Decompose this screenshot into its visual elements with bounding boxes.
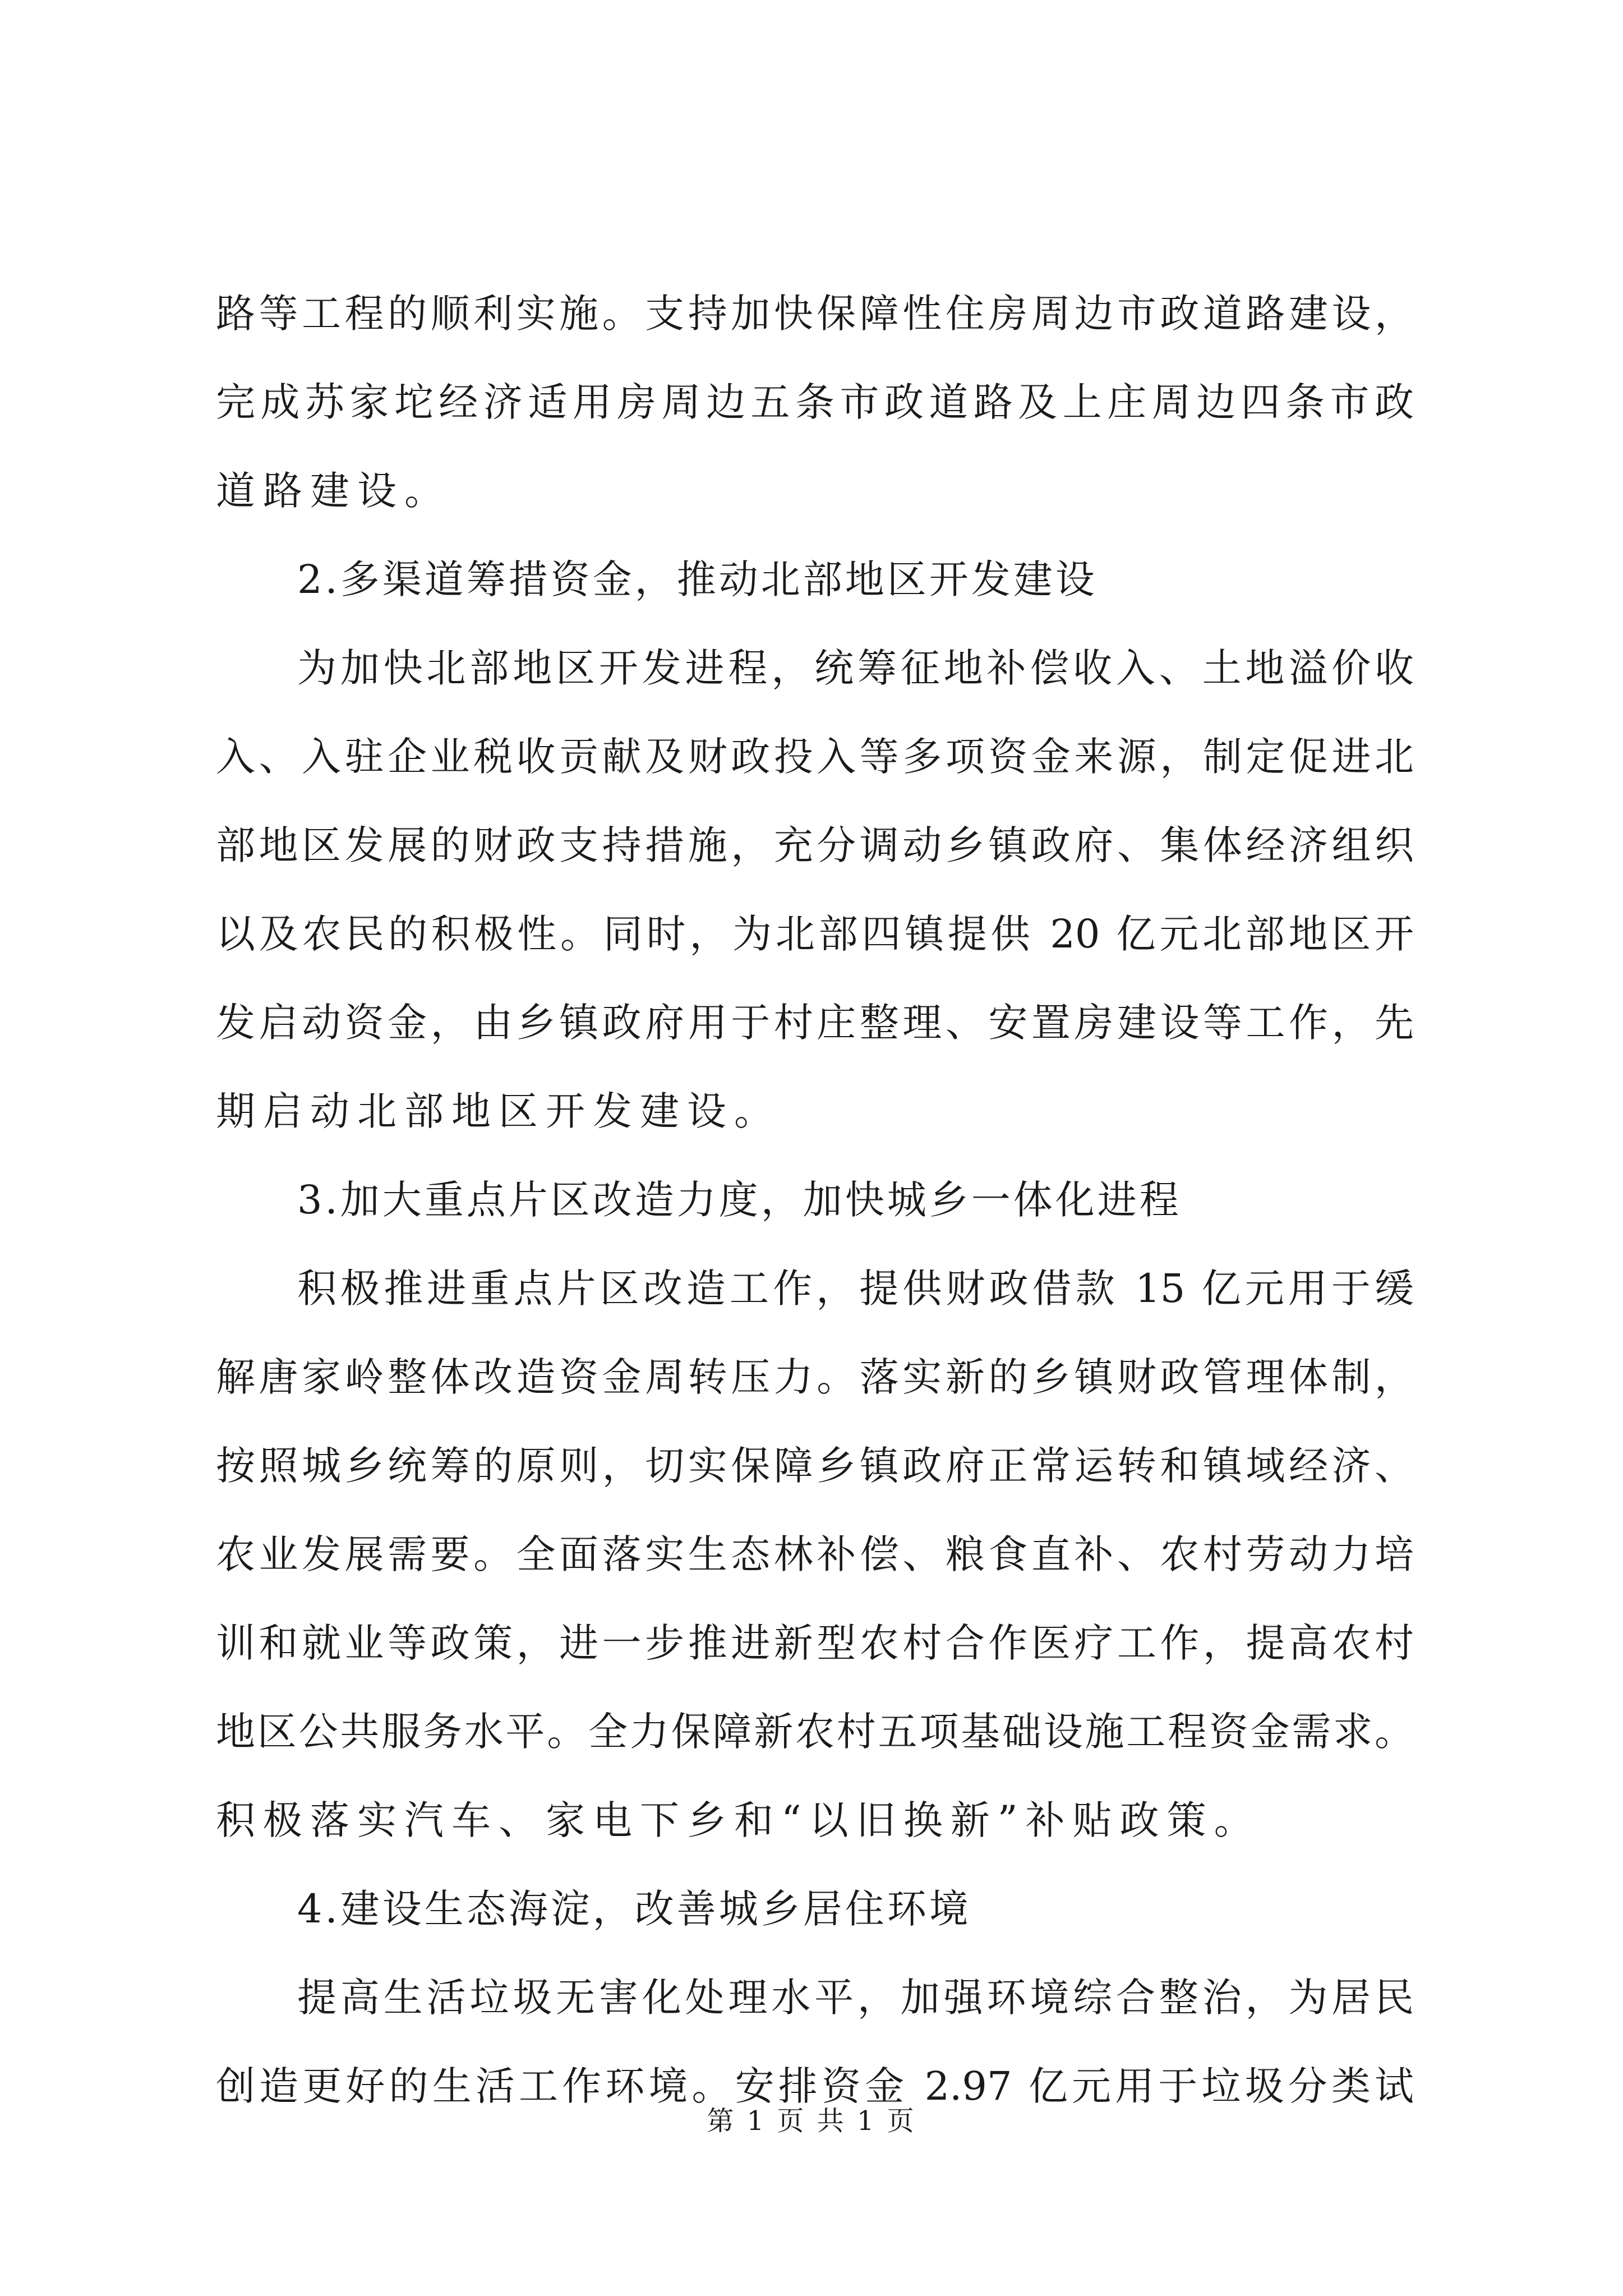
paragraph-line: 完成苏家坨经济适用房周边五条市政道路及上庄周边四条市政: [216, 379, 1414, 425]
paragraph-line: 部地区发展的财政支持措施，充分调动乡镇政府、集体经济组织: [216, 822, 1414, 868]
paragraph-line: 积极推进重点片区改造工作，提供财政借款 15 亿元用于缓: [297, 1266, 1414, 1312]
page-footer: 第 1 页 共 1 页: [707, 2105, 916, 2137]
paragraph-line: 道路建设。: [216, 468, 451, 514]
section-heading: 3.加大重点片区改造力度，加快城乡一体化进程: [297, 1177, 1182, 1223]
paragraph-line: 为加快北部地区开发进程，统筹征地补偿收入、土地溢价收: [297, 645, 1414, 691]
section-heading: 2.多渠道筹措资金，推动北部地区开发建设: [297, 556, 1098, 602]
paragraph-line: 路等工程的顺利实施。支持加快保障性住房周边市政道路建设，: [216, 291, 1414, 337]
paragraph-line: 入、入驻企业税收贡献及财政投入等多项资金来源，制定促进北: [216, 734, 1414, 780]
section-heading: 4.建设生态海淀，改善城乡居住环境: [297, 1886, 971, 1932]
paragraph-line: 发启动资金，由乡镇政府用于村庄整理、安置房建设等工作，先: [216, 1000, 1414, 1046]
paragraph-line: 训和就业等政策，进一步推进新型农村合作医疗工作，提高农村: [216, 1620, 1414, 1666]
paragraph-line: 解唐家岭整体改造资金周转压力。落实新的乡镇财政管理体制，: [216, 1354, 1414, 1400]
paragraph-line: 以及农民的积极性。同时，为北部四镇提供 20 亿元北部地区开: [216, 911, 1414, 957]
paragraph-line: 按照城乡统筹的原则，切实保障乡镇政府正常运转和镇域经济、: [216, 1443, 1414, 1489]
paragraph-line: 提高生活垃圾无害化处理水平，加强环境综合整治，为居民: [297, 1975, 1414, 2021]
paragraph-line: 期启动北部地区开发建设。: [216, 1088, 781, 1134]
paragraph-line: 创造更好的生活工作环境。安排资金 2.97 亿元用于垃圾分类试: [216, 2063, 1414, 2109]
paragraph-line: 积极落实汽车、家电下乡和“以旧换新”补贴政策。: [216, 1797, 1261, 1843]
paragraph-line: 地区公共服务水平。全力保障新农村五项基础设施工程资金需求。: [216, 1709, 1414, 1755]
paragraph-line: 农业发展需要。全面落实生态林补偿、粮食直补、农村劳动力培: [216, 1531, 1414, 1577]
document-body: [216, 269, 1414, 2131]
